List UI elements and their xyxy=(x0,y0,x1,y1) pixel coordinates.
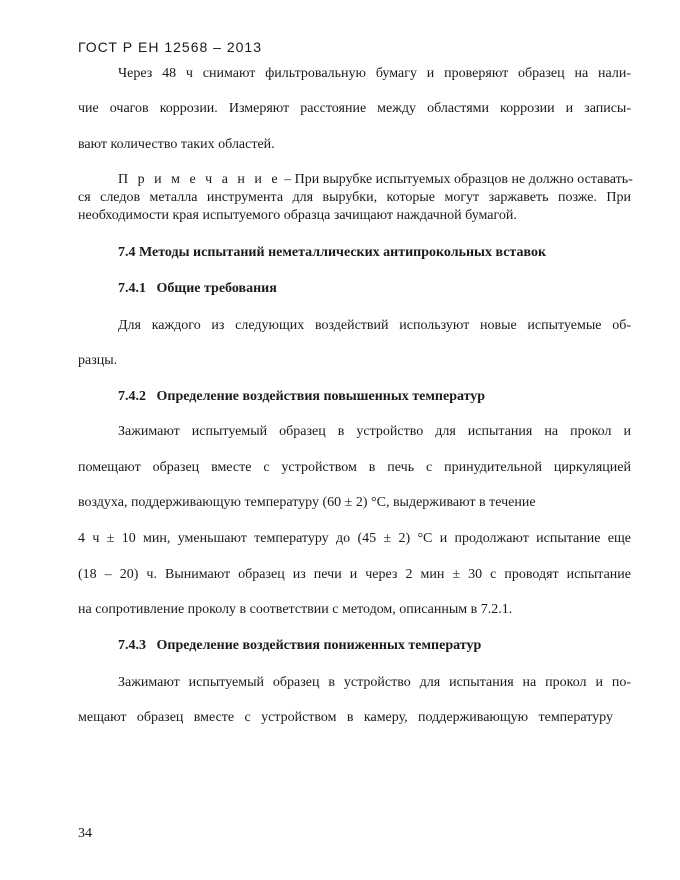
note-label: П р и м е ч а н и е xyxy=(118,172,281,187)
paragraph-line: разцы. xyxy=(78,353,118,368)
paragraph-line: помещают образец вместе с устройством в печь с принудительной циркуляцией xyxy=(78,460,631,475)
note-line xyxy=(118,172,631,188)
paragraph-line: Для каждого из следующих воздействий используют новые испытуемые об- xyxy=(118,318,631,333)
paragraph-line: Зажимают испытуемый образец в устройство для испытания на прокол и xyxy=(118,424,631,439)
note-line: необходимости края испытуемого образца зачищают наждачной бумагой. xyxy=(78,208,517,223)
paragraph-line: воздуха, поддерживающую температуру (60 ± 2) °С, выдерживают в течение xyxy=(78,495,536,510)
subsection-heading: 7.4.2 Определение воздействия повышенных температур xyxy=(118,389,486,404)
paragraph-line: Через 48 ч снимают фильтровальную бумагу и проверяют образец на нали- xyxy=(118,66,631,81)
subsection-heading: 7.4.3 Определение воздействия пониженных температур xyxy=(118,638,482,653)
paragraph-line: чие очагов коррозии. Измеряют расстояние между областями коррозии и записы- xyxy=(78,101,631,116)
paragraph-line: (18 – 20) ч. Вынимают образец из печи и через 2 мин ± 30 с проводят испытание xyxy=(78,567,631,582)
paragraph-line: мещают образец вместе с устройством в камеру, поддерживающую температуру xyxy=(78,710,613,725)
note-line: ся следов металла инструмента для вырубки, которые могут заржаветь позже. При xyxy=(78,190,631,205)
document-header: ГОСТ Р ЕН 12568 – 2013 xyxy=(78,39,262,55)
subsection-heading: 7.4.1 Общие требования xyxy=(118,281,277,296)
paragraph-line: вают количество таких областей. xyxy=(78,137,275,152)
section-heading: 7.4 Методы испытаний неметаллических антипрокольных вставок xyxy=(118,245,547,260)
page-number: 34 xyxy=(78,826,92,841)
note-text: – При вырубке испытуемых образцов не должно оставать- xyxy=(280,172,633,187)
paragraph-line: Зажимают испытуемый образец в устройство для испытания на прокол и по- xyxy=(118,675,631,690)
paragraph-line: на сопротивление проколу в соответствии с методом, описанным в 7.2.1. xyxy=(78,602,513,617)
paragraph-line: 4 ч ± 10 мин, уменьшают температуру до (45 ± 2) °С и продолжают испытание еще xyxy=(78,531,631,546)
